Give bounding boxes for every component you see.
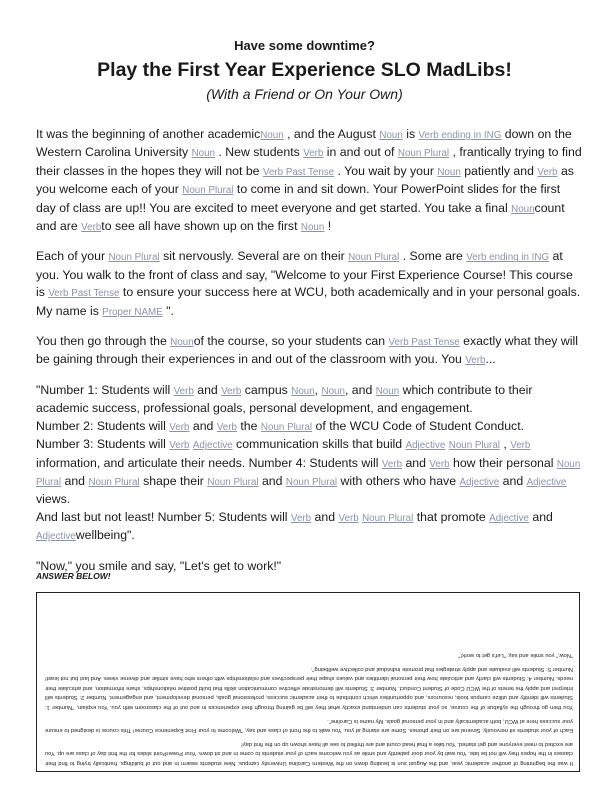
story-paragraph-2	[36, 248, 582, 321]
story-text: wellbeing".	[75, 528, 135, 543]
story-text: views.	[36, 492, 71, 507]
story-text: , and the August	[287, 127, 376, 141]
blank-adjective: Adjective	[526, 476, 567, 488]
story-text: Number 2: Students will	[36, 418, 166, 433]
story-text: count and are	[36, 200, 565, 234]
blank-noun-plural: Noun Plural	[285, 476, 338, 488]
blank-noun: Noun	[291, 385, 315, 397]
blank-noun: Noun	[260, 130, 284, 141]
kicker-heading: Have some downtime?	[234, 38, 375, 53]
blank-verb: Verb	[81, 222, 102, 234]
answer-paragraph-1: It was the beginning of another academic year, and the August sun is beating down on the Western Carolina University campus. New students swarm in and out of buildings, frantically trying to find their classes in the hopes they will not be late. You wait by your door patiently and smile as you welcome each of your students to come in and sit down. Your PowerPoint slides for the first day of class are up. You are excited to meet everyone and get started. You take a final head count and are thrilled to see all have shown up on the first day!	[45, 740, 573, 766]
story-paragraph-4	[36, 382, 582, 546]
story-text: Each of your	[36, 249, 106, 264]
story-text: . Some are	[402, 249, 463, 264]
page-subtitle: (With a Friend or On Your Own)	[206, 86, 403, 102]
blank-noun: Noun	[170, 337, 194, 349]
story-paragraph-5: "Now," you smile and say, "Let's get to work!"	[36, 558, 282, 573]
blank-noun: Noun	[437, 166, 461, 178]
blank-verb-past-tense: Verb Past Tense	[262, 166, 335, 178]
blank-verb: Verb	[429, 458, 450, 470]
story-text: that promote	[416, 509, 486, 524]
story-text: shape their	[143, 473, 204, 488]
blank-verb: Verb	[303, 148, 324, 160]
blank-noun-plural: Noun Plural	[88, 476, 140, 488]
story-text: exactly what they will be gaining through their experiences in and out of the classroom with you. You	[36, 334, 578, 367]
story-text: !	[327, 219, 332, 234]
blank-noun-plural: Noun Plural	[448, 440, 500, 452]
blank-adjective: Adjective	[192, 440, 233, 452]
story-paragraph-3	[36, 333, 582, 370]
answer-box	[36, 592, 580, 772]
blank-verb: Verb	[381, 458, 403, 470]
page-title: Play the First Year Experience SLO MadLibs!	[97, 59, 512, 81]
story-text: in and out of	[326, 145, 395, 160]
blank-verb-ing: Verb ending in ING	[418, 130, 502, 141]
blank-noun-plural: Noun Plural	[207, 476, 259, 488]
story-text: to ensure your success here at WCU, both academically and in your personal goals. My name is	[36, 285, 581, 318]
blank-verb: Verb	[221, 385, 242, 397]
answer-paragraph-4: "Now," you smile and say, "Let's get to work!"	[458, 652, 573, 659]
story-text: of the course, so your students can	[193, 334, 386, 349]
story-text: ".	[166, 303, 174, 318]
answer-paragraph-3: You then go through the syllabus of the course, so your students can understand exactly what they will be gaining through their experiences in and out of the classroom with you. You explain, "Number 1: Students will identify and utilize campus tools, resources, and opportunities which contribute to their academic success, professional goals, personal development, and engagement. Number 2: Students will interpret and apply the tenets of the WCU Code of Student Conduct. Number 3: Students will demonstrate effective communication skills that build positive relationships, share information, and articulate their needs. Number 4: Students will clarify and articulate how their personal identities and values shape their perspectives and relationships with others who have similar and diverse views. And last but not least! Number 5: Students will evaluate and apply strategies that promote individual and collective wellbeing".	[45, 665, 573, 711]
blank-verb: Verb	[169, 421, 190, 433]
blank-verb: Verb	[465, 355, 486, 367]
blank-adjective: Adjective	[405, 440, 446, 452]
story-text: campus	[244, 382, 288, 397]
story-text: ,	[314, 382, 319, 397]
story-text: and	[405, 455, 426, 470]
story-text: of the WCU Code of Student Conduct.	[315, 418, 525, 433]
blank-noun: Noun	[300, 222, 325, 234]
story-text: and	[192, 418, 214, 433]
blank-noun-plural: Noun Plural	[348, 252, 400, 264]
story-text: and	[261, 473, 283, 488]
story-text: , frantically trying to find their classes in the hopes they will not be	[36, 145, 582, 178]
story-text: as you welcome each of your	[36, 163, 574, 197]
story-body	[36, 126, 582, 587]
blank-verb: Verb	[216, 421, 237, 433]
story-text: the	[240, 418, 258, 433]
blank-verb: Verb	[169, 440, 190, 452]
blank-verb: Verb	[338, 512, 359, 524]
story-text: Number 3: Students will	[36, 437, 166, 452]
blank-proper-name: Proper NAME	[102, 306, 163, 318]
answer-text	[37, 639, 580, 772]
story-text: "Number 1: Students will	[36, 382, 171, 397]
blank-noun-plural: Noun Plural	[36, 458, 581, 488]
story-text: and	[532, 509, 553, 524]
story-text: to see all have shown up on the first	[101, 219, 298, 234]
blank-noun: Noun	[375, 385, 400, 397]
blank-verb-ing: Verb ending in ING	[466, 252, 550, 264]
blank-noun-plural: Noun Plural	[362, 512, 414, 524]
story-text: communication skills that build	[236, 437, 403, 452]
story-text: how their personal	[452, 455, 554, 470]
blank-adjective: Adjective	[36, 531, 76, 543]
story-text: and	[314, 509, 336, 524]
story-text: . New students	[218, 145, 300, 160]
story-text: ...	[485, 352, 496, 367]
blank-noun-plural: Noun Plural	[260, 421, 313, 433]
story-text: at you. You walk to the front of class and say, "Welcome to your First Experience Course! This course is	[36, 249, 573, 300]
blank-noun: Noun	[191, 148, 216, 160]
story-text: sit nervously. Several are on their	[163, 249, 345, 264]
story-text: to come in and sit down. Your PowerPoint slides for the first day of class are up!! You are excited to meet everyone and get started. You take a final	[36, 182, 561, 215]
blank-noun-plural: Noun Plural	[397, 148, 450, 160]
blank-noun-plural: Noun Plural	[108, 252, 160, 264]
blank-noun: Noun	[379, 130, 403, 141]
blank-verb: Verb	[510, 440, 531, 452]
story-text: . You wait by your	[337, 163, 434, 178]
blank-adjective: Adjective	[459, 476, 500, 488]
blank-verb-past-tense: Verb Past Tense	[388, 337, 460, 349]
story-text: patiently and	[464, 163, 534, 178]
blank-verb-past-tense: Verb Past Tense	[48, 288, 120, 300]
answer-box-upside-down	[37, 593, 580, 772]
story-text: And last but not least! Number 5: Students will	[36, 509, 288, 524]
blank-noun: Noun	[511, 203, 535, 215]
story-text: down on the Western Carolina University	[36, 127, 572, 160]
story-text: , and	[344, 382, 373, 397]
blank-noun-plural: Noun Plural	[182, 185, 234, 197]
blank-adjective: Adjective	[489, 512, 529, 524]
blank-verb: Verb	[173, 385, 194, 397]
story-text: and	[197, 382, 218, 397]
story-text: ,	[503, 437, 507, 452]
answer-paragraph-2: Each of your students sit nervously. Several are on their phones. Some are staring at you. You walk to the front of class and say, "Welcome to your First Experience Course! This course is designed to ensure your success here at WCU, both academically and in your personal goals. My name is Caroline".	[45, 717, 573, 734]
story-paragraph-1	[36, 126, 582, 236]
story-text: and	[64, 473, 86, 488]
answer-label: ANSWER BELOW!	[36, 571, 111, 581]
blank-verb: Verb	[290, 512, 312, 524]
blank-verb: Verb	[537, 166, 558, 178]
story-text: You then go through the	[36, 334, 167, 349]
story-text: is	[406, 127, 416, 141]
story-text: with others who have	[340, 473, 457, 488]
story-text: information, and articulate their needs. Number 4: Students will	[36, 455, 379, 470]
story-text: which contribute to their academic success, professional goals, personal development, and engagement.	[36, 382, 533, 416]
story-text: and	[502, 473, 524, 488]
blank-noun: Noun	[321, 385, 345, 397]
story-text: It was the beginning of another academic	[36, 127, 261, 141]
